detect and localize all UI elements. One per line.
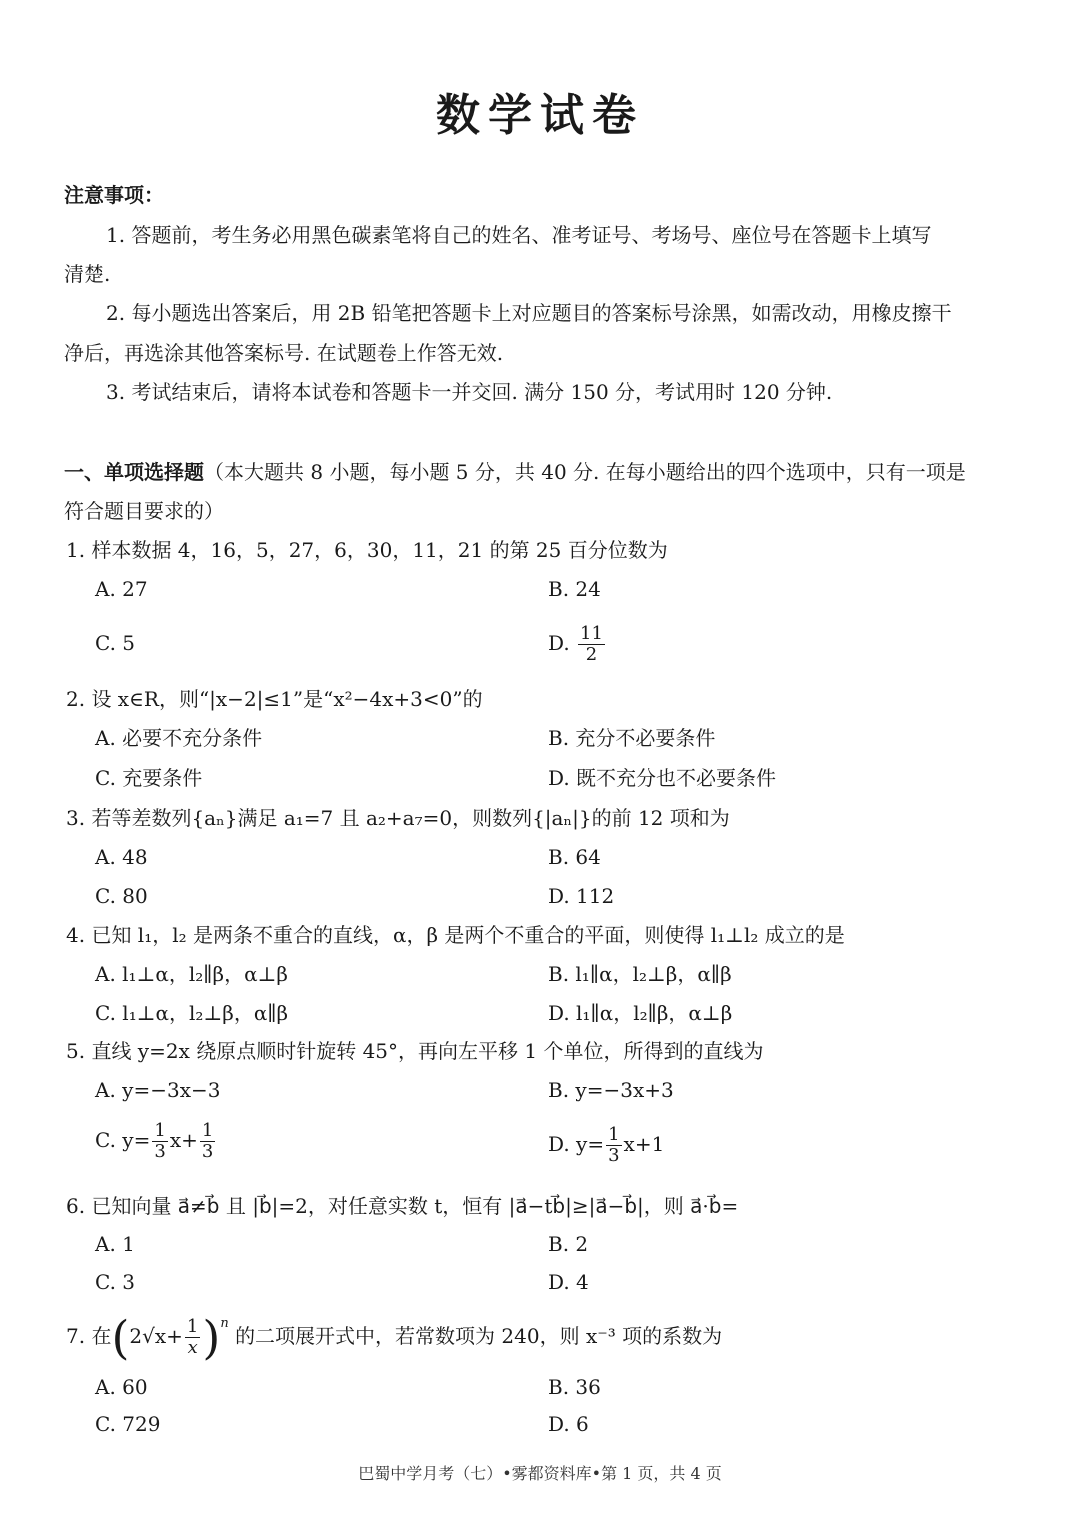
q2-option-d: D. 既不充分也不必要条件 [548,766,777,790]
denominator: x [187,1337,198,1358]
notice-item-3: 3. 考试结束后，请将本试卷和答题卡一并交回. 满分 150 分，考试用时 120 分钟. [106,380,833,404]
notice-item-2: 2. 每小题选出答案后，用 2B 铅笔把答题卡上对应题目的答案标号涂黑，如需改动，用橡皮擦干 [106,301,952,325]
q6-option-b: B. 2 [548,1232,589,1256]
q7-option-c: C. 729 [95,1412,161,1436]
section-desc-cont: 符合题目要求的） [64,499,224,523]
q7-option-b: B. 36 [548,1375,601,1399]
q5-option-a: A. y=−3x−3 [95,1078,221,1102]
denominator: 3 [201,1141,214,1162]
question-4-stem: 4. 已知 l₁，l₂ 是两条不重合的直线，α，β 是两个不重合的平面，则使得 l₁⊥l₂ 成立的是 [66,923,845,947]
page-footer: 巴蜀中学月考（七）•雾都资料库•第 1 页，共 4 页 [358,1464,722,1483]
q6-option-c: C. 3 [95,1270,136,1294]
denominator: 3 [154,1141,166,1162]
q3-option-c: C. 80 [95,884,148,908]
notice-item-1-cont: 清楚. [64,262,111,286]
q4-option-d: D. l₁∥α，l₂∥β，α⊥β [548,1001,733,1025]
denominator: 3 [608,1145,620,1166]
numerator: 1 [201,1120,214,1141]
section-header [64,460,966,484]
q2-option-b: B. 充分不必要条件 [548,726,716,750]
q1-option-b: B. 24 [548,577,601,601]
question-2-stem: 2. 设 x∈R，则“|x−2|≤1”是“x²−4x+3<0”的 [66,687,483,711]
notice-heading: 注意事项： [64,183,164,207]
numerator: 1 [608,1124,620,1145]
right-paren: ) [202,1310,221,1365]
q5-option-d [548,1118,664,1170]
fraction [185,1317,200,1358]
q7-option-a: A. 60 [95,1375,148,1399]
stem-suffix: 的二项展开式中，若常数项为 240，则 x⁻³ 项的系数为 [235,1324,723,1348]
q1-option-d [548,617,607,669]
question-3-stem: 3. 若等差数列{aₙ}满足 a₁=7 且 a₂+a₇=0，则数列{|aₙ|}的前 12 项和为 [66,806,730,830]
fraction [606,1125,621,1166]
section-heading: 一、单项选择题 [64,460,204,484]
q5-option-b: B. y=−3x+3 [548,1078,674,1102]
q4-option-b: B. l₁∥α，l₂⊥β，α∥β [548,962,732,986]
fraction [578,624,605,665]
q3-option-a: A. 48 [95,845,148,869]
numerator: 1 [154,1120,166,1141]
question-7-stem [66,1308,722,1364]
q2-option-a: A. 必要不充分条件 [95,726,263,750]
exponent: n [220,1316,229,1331]
question-6-stem: 6. 已知向量 a⃗≠b⃗ 且 |b⃗|=2，对任意实数 t，恒有 |a⃗−tb⃗|≥|a⃗−b⃗|，则 a⃗·b⃗= [66,1194,739,1218]
q5-option-c [95,1114,217,1166]
numerator: 11 [580,623,603,644]
expression-text: x+1 [623,1132,665,1156]
stem-prefix: 7. 在 [66,1324,112,1348]
expression-text: x+ [169,1128,198,1152]
notice-item-2-cont: 净后，再选涂其他答案标号. 在试题卷上作答无效. [64,341,504,365]
fraction [200,1121,215,1162]
option-label: C. y= [95,1128,151,1152]
section-desc: （本大题共 8 小题，每小题 5 分，共 40 分. 在每小题给出的四个选项中，只有一项是 [204,460,966,484]
q4-option-c: C. l₁⊥α，l₂⊥β，α∥β [95,1001,289,1025]
q7-option-d: D. 6 [548,1412,589,1436]
q3-option-b: B. 64 [548,845,601,869]
fraction [152,1121,167,1162]
expression-text: 2√x+ [129,1324,183,1348]
question-1-stem: 1. 样本数据 4，16，5，27，6，30，11，21 的第 25 百分位数为 [66,538,668,562]
q2-option-c: C. 充要条件 [95,766,203,790]
denominator: 2 [585,644,598,665]
page-title: 数学试卷 [436,90,644,141]
q6-option-a: A. 1 [95,1232,135,1256]
notice-item-1: 1. 答题前，考生务必用黑色碳素笔将自己的姓名、准考证号、考场号、座位号在答题卡上填写 [106,223,932,247]
left-paren: ( [111,1310,130,1365]
q4-option-a: A. l₁⊥α，l₂∥β，α⊥β [95,962,288,986]
option-label: D. [548,631,570,655]
option-label: D. y= [548,1132,605,1156]
numerator: 1 [186,1316,199,1337]
q1-option-c: C. 5 [95,631,136,655]
question-5-stem: 5. 直线 y=2x 绕原点顺时针旋转 45°，再向左平移 1 个单位，所得到的直线为 [66,1039,764,1063]
q1-option-a: A. 27 [95,577,148,601]
q6-option-d: D. 4 [548,1270,589,1294]
q3-option-d: D. 112 [548,884,615,908]
